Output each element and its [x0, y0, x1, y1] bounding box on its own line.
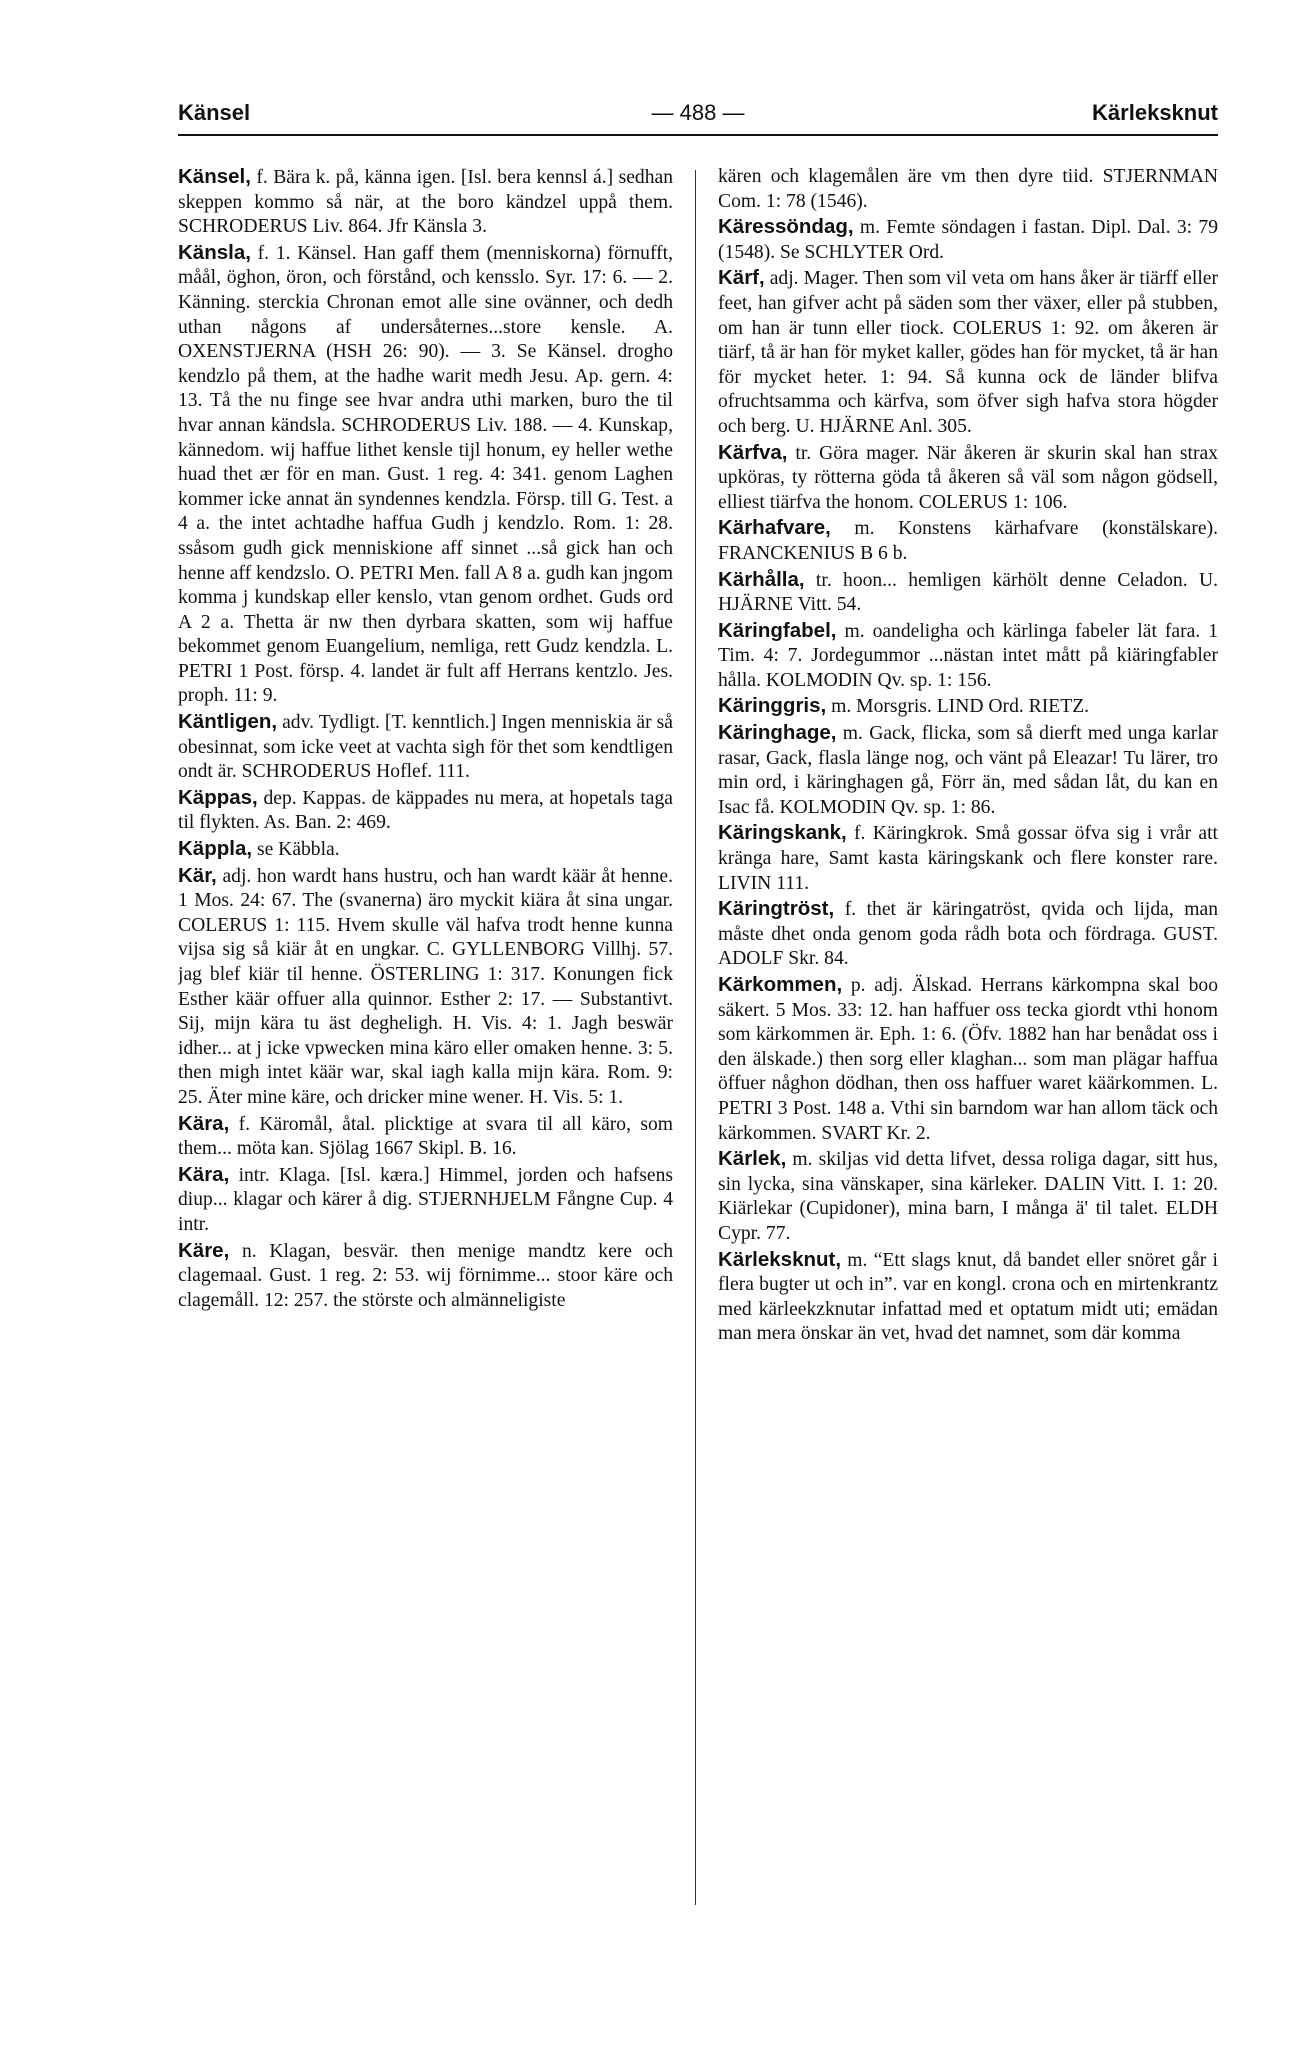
headword: Käntligen, [178, 710, 278, 734]
headword: Kärkommen, [718, 973, 843, 996]
entry-text: m. oandeligha och kärlinga fabeler lät fara. 1 Tim. 4: 7. Jordegummor ...nästan intet mått på kiäringfabler hålla. KOLMODIN Qv. sp. 1: 156. [718, 620, 1218, 691]
page-header [178, 100, 1218, 136]
headword: Kärhafvare, [718, 516, 831, 540]
headword: Kärf, [718, 266, 765, 290]
entry-text: n. Klagan, besvär. then menige mandtz kere och clagemaal. Gust. 1 reg. 2: 53. wij förnimme... stoor käre och clagemåll. 12: 257. the störste och almänneligiste [178, 1240, 673, 1311]
left-column [178, 165, 673, 1905]
entry-text: m. Femte söndagen i fastan. Dipl. Dal. 3: 79 (1548). Se SCHLYTER Ord. [718, 217, 1218, 263]
headword: Känsla, [178, 240, 251, 264]
headword: Kärlek, [718, 1147, 787, 1171]
entry-text: f. Käromål, åtal. plicktige at svara til all käro, som them... möta kan. Sjölag 1667 Skipl. B. 16. [178, 1113, 673, 1160]
column-divider [695, 170, 696, 1905]
entry-text: f. thet är käringatröst, qvida och lijda, man måste dhet onda genom goda rådh bota och fördraga. GUST. ADOLF Skr. 84. [718, 899, 1218, 970]
dictionary-entry [178, 1239, 673, 1314]
page-number: — 488 — [651, 100, 745, 125]
dictionary-entry [178, 786, 673, 836]
headword: Käringtröst, [718, 897, 835, 921]
headword: Känsel, [178, 165, 251, 188]
dictionary-entry [718, 441, 1218, 516]
dictionary-entry [718, 694, 1218, 720]
dictionary-entry [718, 215, 1218, 265]
dictionary-entry [718, 266, 1218, 439]
entry-text: m. “Ett slags knut, då bandet eller snöret går i flera bugter ut och in”. var en kongl. crona och en mirtenkrantz med kärleekzknutar infattad med et optatum midt uti; emädan man mera önskar än vet, hvad det namnet, som där komma [718, 1249, 1218, 1345]
entry-text: tr. Göra mager. När åkeren är skurin skal han strax upköras, ty rötterna göda tå åkeren så väl som någon gödsell, elliest tiärfva the honom. COLERUS 1: 106. [718, 442, 1218, 513]
headword: Käppas, [178, 785, 258, 809]
header-last-word: Kärleksknut [1092, 100, 1218, 125]
headword: Käressöndag, [718, 215, 854, 239]
entry-text: tr. hoon... hemligen kärhölt denne Celadon. U. HJÄRNE Vitt. 54. [718, 569, 1218, 616]
dictionary-entry [718, 721, 1218, 820]
entry-text: m. skiljas vid detta lifvet, dessa roliga dagar, sitt hus, sin lycka, sina vänskaper, sina kärleker. DALIN Vitt. I. 1: 20. Kiärlekar (Cupidoner), mina barn, I många ä' til talet. ELDH Cypr. 77. [718, 1149, 1218, 1244]
headword: Kärleksknut, [718, 1247, 842, 1271]
dictionary-entry [718, 165, 1218, 214]
dictionary-entry [178, 165, 673, 240]
headword: Käppla, [178, 837, 253, 861]
entry-text: m. Morsgris. LIND Ord. RIETZ. [826, 696, 1090, 718]
headword: Kär, [178, 863, 217, 887]
entry-text: intr. Klaga. [Isl. kæra.] Himmel, jorden och hafsens diup... klagar och kärer å dig. STJERNHJELM Fångne Cup. 4 intr. [178, 1164, 673, 1235]
dictionary-entry [718, 568, 1218, 618]
entry-text: dep. Kappas. de käppades nu mera, at hopetals taga til flykten. As. Ban. 2: 469. [178, 787, 673, 834]
entry-text: f. 1. Känsel. Han gaff them (menniskorna) förnufft, måål, öghon, öron, och förstånd, och kensslo. Syr. 17: 6. — 2. Känning. sterckia Chronan emot alle sine ovänner, och dedh uthan någons af undersåternes...store kensle. A. OXENSTJERNA (HSH 26: 90). — 3. Se Känsel. drogho kendzlo på them, at the hadhe warit medh Jesu. Ap. gern. 4: 13. Tå the nu finge see hvar andra uthi marken, buro the til hvar annan kändsla. SCHRODERUS Liv. 188. — 4. Kunskap, kännedom. wij haffue lithet kensle tijl honum, ey heller wethe huad thet ær för en man. Gust. 1 reg. 4: 341. genom Laghen kommer icke annat än syndennes kendzla. Försp. till G. Test. a 4 a. the intet achtadhe haffua Gudh j kendzlo. Rom. 1: 28. ssåsom gudh gick menniskione aff sinnet ...så gick han och henne aff kendzslo. O. PETRI Men. fall A 8 a. gudh kan jngom komma j kundskap eller kenslo, vtan genom ordhet. Guds ord A 2 a. Thetta är nw then dyrbara skatten, som wij haffue bekommet genom Euangelium, nemliga, rett Gudz kendzla. L. PETRI 1 Post. försp. 4. landet är fult aff Herrans kentzlo. Jes. proph. 11: 9. [178, 242, 673, 707]
dictionary-entry [718, 1147, 1218, 1246]
headword: Käringgris, [718, 694, 827, 718]
dictionary-entry [178, 241, 673, 709]
entry-text: f. Bära k. på, känna igen. [Isl. bera kennsl á.] sedhan skeppen kommo så när, at the boro kändzel uppå them. SCHRODERUS Liv. 864. Jfr Känsla 3. [178, 167, 673, 238]
header-first-word: Känsel [178, 100, 251, 125]
entry-text: adj. Mager. Then som vil veta om hans åker är tiärff eller feet, han gifver acht på säden som ther växer, eller på stubben, om han är tunn eller tiock. COLERUS 1: 92. om åkeren är tiärf, tå är han för myket kaller, gödes han för mycket, tå är han för mycket heter. 1: 94. Så kunna ock de länder blifva ofruchtsamma och kärfva, som öfver sigh hafva stora högder och berg. U. HJÄRNE Anl. 305. [718, 268, 1218, 437]
entry-text: adj. hon wardt hans hustru, och han wardt käär åt henne. 1 Mos. 24: 67. The (svanerna) äro myckit kiära åt sina ungar. COLERUS 1: 115. Hvem skulle väl hafva trodt henne kunna vijsa sig så kiär åt en ungkar. C. GYLLENBORG Villhj. 57. jag blef kiär til henne. ÖSTERLING 1: 317. Konungen fick Esther käär offuer alla quinnor. Esther 2: 17. — Substantivt. Sij, mijn kära tu äst degheligh. H. Vis. 4: 1. Jagh beswär idher... at j icke vpwecken mina käro eller omaken henne. 3: 5. then migh intet käär war, skal iagh kalla mijn kära. Rom. 9: 25. Äter mine käre, och dricker mine wener. H. Vis. 5: 1. [178, 865, 673, 1108]
dictionary-entry [718, 821, 1218, 896]
entry-text: kären och klagemålen äre vm then dyre tiid. STJERNMAN Com. 1: 78 (1546). [718, 166, 1218, 212]
headword: Kära, [178, 1162, 230, 1186]
headword: Kärfva, [718, 440, 788, 464]
entry-text: m. Konstens kärhafvare (konstälskare). FRANCKENIUS B 6 b. [718, 518, 1218, 564]
dictionary-entry [718, 897, 1218, 972]
entry-text: se Käbbla. [252, 839, 340, 861]
dictionary-entry [718, 973, 1218, 1146]
entry-text: p. adj. Älskad. Herrans kärkompna skal boo säkert. 5 Mos. 33: 12. han haffuer oss tecka giordt vthi honom som kärkommen är. Eph. 1: 6. (Öfv. 1882 han har benådat oss i den älskade.) then sorg eller klaghan... som man plägar haffua öffuer någhon dödhan, then oss haffuer waret käärkommen. L. PETRI 3 Post. 148 a. Vthi sin barndom war han allom täck och kärkommen. SVART Kr. 2. [718, 975, 1218, 1144]
entry-text: adv. Tydligt. [T. kenntlich.] Ingen menniskia är så obesinnat, som icke veet at vachta sigh för thet som kendtligen ondt är. SCHRODERUS Hoflef. 111. [178, 712, 673, 783]
right-column [718, 165, 1218, 1905]
headword: Käringfabel, [718, 618, 837, 642]
dictionary-entry [178, 864, 673, 1111]
dictionary-entry [718, 619, 1218, 694]
headword: Kärhålla, [718, 567, 805, 591]
headword: Käringhage, [718, 721, 837, 745]
dictionary-entry [178, 837, 673, 863]
entry-text: f. Käringkrok. Små gossar öfva sig i vrår att kränga hare, Samt kasta käringskank och flere konster rare. LIVIN 111. [718, 823, 1218, 894]
headword: Kära, [178, 1111, 230, 1135]
headword: Käringskank, [718, 821, 847, 845]
dictionary-entry [178, 1112, 673, 1162]
dictionary-entry [178, 1163, 673, 1238]
headword: Käre, [178, 1238, 230, 1262]
dictionary-entry [718, 1248, 1218, 1347]
dictionary-entry [178, 710, 673, 785]
dictionary-entry [718, 516, 1218, 566]
entry-text: m. Gack, flicka, som så dierft med unga karlar rasar, Gack, flasla länge nog, och vänt på Eleazar! Tu lärer, tro min ord, i käringhagen gå, Förr än, med sådan låt, du kan en Isac få. KOLMODIN Qv. sp. 1: 86. [718, 723, 1218, 818]
